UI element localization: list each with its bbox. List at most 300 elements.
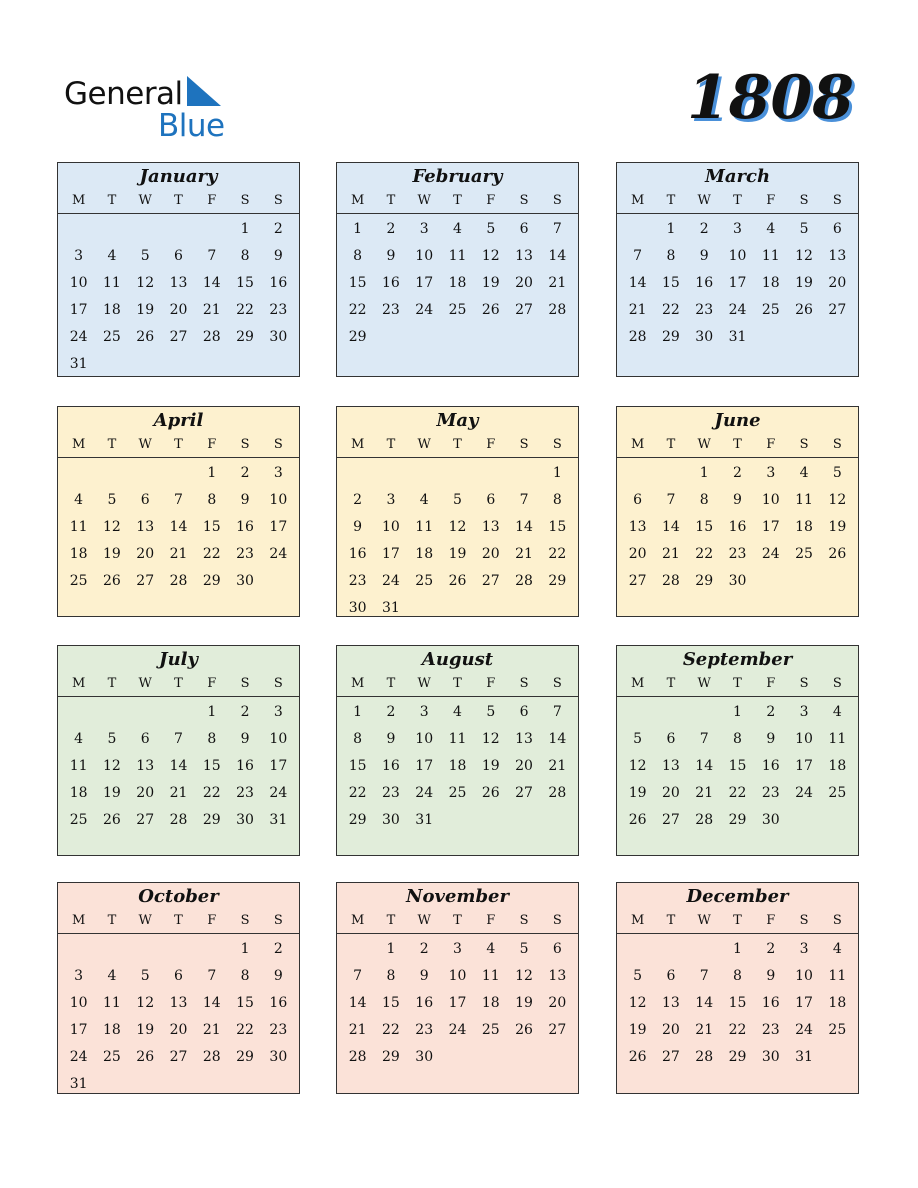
weekday-label: T [733,913,742,928]
day-cell: 14 [695,995,714,1011]
weekday-label: T [107,676,117,691]
day-cell: 29 [695,573,714,589]
day-cell: 25 [103,1049,121,1065]
day-cell: 19 [103,546,121,562]
day-cell: 21 [515,546,533,562]
day-cell: 26 [828,546,847,562]
weekday-label: F [207,193,217,208]
day-cell: 26 [103,812,121,828]
weekday-label: S [832,913,842,928]
day-blank [62,458,95,485]
day-cell: 20 [169,1022,188,1038]
day-cell: 14 [628,275,647,291]
day-cell: 1 [733,704,742,720]
day-cell: 24 [269,785,288,801]
day-cell: 13 [169,995,188,1011]
weekday-label: W [138,676,152,691]
day-cell: 9 [386,248,396,264]
day-cell: 30 [236,812,254,828]
day-cell: 6 [633,492,643,508]
month-title: December [617,883,858,909]
weekday-label: M [630,676,645,691]
weekday-label: M [630,437,645,452]
day-cell: 17 [415,275,434,291]
day-cell: 1 [699,465,709,481]
weekday-label: T [453,437,462,452]
day-cell: 7 [353,968,363,984]
day-cell: 28 [548,785,567,801]
day-cell: 11 [761,248,780,264]
day-cell: 22 [348,785,367,801]
day-cell: 17 [382,546,400,562]
day-cell: 20 [481,546,500,562]
weekday-label: W [138,193,152,208]
day-cell: 28 [695,1049,714,1065]
day-blank [129,697,162,724]
day-cell: 23 [761,785,780,801]
day-cell: 30 [761,812,780,828]
weekday-label: M [71,193,86,208]
day-cell: 28 [515,573,533,589]
weekday-label: S [273,913,283,928]
day-cell: 7 [207,968,217,984]
weekday-label: W [417,437,431,452]
day-cell: 30 [728,573,747,589]
weekday-label: F [207,437,217,452]
weekday-header-row [58,909,299,934]
month-title: January [58,163,299,189]
day-cell: 16 [382,275,400,291]
day-cell: 24 [69,329,88,345]
day-cell: 18 [69,546,88,562]
day-cell: 24 [448,1022,467,1038]
day-cell: 28 [169,812,188,828]
day-cell: 21 [662,546,680,562]
day-cell: 8 [733,731,742,747]
day-cell: 21 [169,546,188,562]
day-cell: 9 [419,968,429,984]
day-cell: 29 [236,1049,254,1065]
day-cell: 9 [386,731,396,747]
weekday-label: M [71,676,86,691]
day-cell: 12 [103,758,121,774]
day-cell: 22 [202,546,221,562]
day-cell: 14 [662,519,680,535]
weekday-label: W [417,913,431,928]
day-cell: 28 [628,329,647,345]
day-cell: 19 [828,519,847,535]
weekday-label: T [666,676,676,691]
weekday-label: F [486,913,496,928]
day-grid [337,458,578,620]
day-cell: 28 [202,329,221,345]
calendar-year: 1808 [687,63,854,133]
day-cell: 18 [795,519,813,535]
day-cell: 9 [273,968,283,984]
weekday-header-row [617,189,858,214]
weekday-header-row [617,672,858,697]
day-cell: 5 [453,492,462,508]
day-cell: 19 [481,275,500,291]
weekday-header-row [337,672,578,697]
day-cell: 15 [662,275,680,291]
day-blank [162,458,195,485]
day-cell: 12 [481,248,500,264]
day-cell: 29 [662,329,680,345]
day-cell: 20 [136,546,155,562]
day-blank [507,458,540,485]
day-grid [617,458,858,593]
day-cell: 5 [832,465,842,481]
day-cell: 23 [269,302,288,318]
day-cell: 15 [728,995,747,1011]
day-cell: 11 [69,758,88,774]
day-cell: 22 [662,302,680,318]
weekday-label: F [486,676,496,691]
day-cell: 28 [695,812,714,828]
day-grid [58,934,299,1096]
day-grid [58,458,299,593]
day-cell: 30 [269,1049,288,1065]
day-cell: 11 [481,968,500,984]
day-cell: 12 [136,995,155,1011]
day-cell: 31 [69,356,88,372]
day-cell: 26 [136,329,155,345]
day-cell: 23 [382,785,400,801]
day-cell: 19 [448,546,467,562]
day-cell: 6 [140,492,150,508]
day-cell: 20 [628,546,647,562]
day-cell: 24 [795,785,813,801]
day-cell: 12 [103,519,121,535]
day-cell: 22 [548,546,567,562]
day-cell: 19 [136,1022,155,1038]
month-title: October [58,883,299,909]
day-cell: 14 [169,758,188,774]
month-july [57,645,300,856]
weekday-label: T [666,913,676,928]
weekday-label: T [386,193,396,208]
day-cell: 11 [415,519,434,535]
weekday-label: W [697,676,711,691]
weekday-label: T [386,913,396,928]
day-cell: 16 [761,995,780,1011]
weekday-label: T [733,437,742,452]
day-cell: 24 [69,1049,88,1065]
weekday-label: W [697,913,711,928]
weekday-label: M [71,437,86,452]
month-title: September [617,646,858,672]
day-cell: 1 [353,221,363,237]
day-cell: 7 [519,492,529,508]
day-cell: 11 [103,995,121,1011]
weekday-label: S [799,193,809,208]
day-cell: 19 [136,302,155,318]
day-cell: 29 [202,812,221,828]
day-grid [337,214,578,349]
day-blank [654,458,687,485]
day-cell: 21 [348,1022,367,1038]
day-cell: 27 [548,1022,567,1038]
day-cell: 15 [236,995,254,1011]
weekday-label: T [107,913,117,928]
day-cell: 31 [728,329,747,345]
day-cell: 24 [415,785,434,801]
month-title: April [58,407,299,433]
weekday-label: T [174,193,183,208]
day-cell: 13 [662,995,680,1011]
day-cell: 26 [515,1022,533,1038]
weekday-header-row [617,433,858,458]
day-cell: 17 [795,758,813,774]
weekday-label: M [630,193,645,208]
day-cell: 4 [419,492,429,508]
day-cell: 20 [169,302,188,318]
day-cell: 23 [236,546,254,562]
weekday-label: M [350,676,365,691]
day-cell: 27 [515,302,533,318]
day-cell: 2 [240,704,250,720]
day-cell: 7 [174,731,183,747]
day-blank [129,214,162,241]
day-blank [474,458,507,485]
day-cell: 28 [662,573,680,589]
weekday-label: W [138,913,152,928]
day-cell: 4 [453,221,462,237]
day-grid [617,697,858,832]
day-cell: 27 [169,1049,188,1065]
day-blank [374,458,407,485]
month-title: July [58,646,299,672]
day-cell: 4 [453,704,462,720]
day-cell: 2 [733,465,742,481]
day-cell: 22 [382,1022,400,1038]
day-cell: 30 [382,812,400,828]
day-cell: 12 [515,968,533,984]
weekday-label: W [138,437,152,452]
day-cell: 24 [795,1022,813,1038]
logo-word-general: General [64,76,183,112]
day-cell: 11 [795,492,813,508]
day-cell: 24 [382,573,400,589]
day-cell: 6 [832,221,842,237]
day-cell: 15 [548,519,567,535]
weekday-label: S [832,437,842,452]
day-cell: 2 [273,221,283,237]
day-cell: 8 [240,248,250,264]
day-cell: 1 [353,704,363,720]
day-cell: 12 [795,248,813,264]
day-blank [95,458,128,485]
day-cell: 10 [795,731,813,747]
weekday-label: S [273,193,283,208]
day-cell: 5 [140,968,150,984]
day-cell: 3 [74,968,84,984]
day-cell: 29 [348,329,367,345]
day-cell: 18 [415,546,434,562]
weekday-label: T [733,193,742,208]
month-title: March [617,163,858,189]
day-cell: 10 [761,492,780,508]
day-cell: 18 [481,995,500,1011]
day-cell: 7 [666,492,676,508]
weekday-label: S [552,913,562,928]
day-cell: 28 [169,573,188,589]
weekday-label: T [666,437,676,452]
day-cell: 19 [481,758,500,774]
day-blank [688,934,721,961]
weekday-label: F [766,676,776,691]
weekday-label: M [350,437,365,452]
weekday-label: W [697,193,711,208]
weekday-label: T [174,437,183,452]
day-cell: 25 [69,573,88,589]
day-cell: 3 [273,465,283,481]
day-cell: 21 [548,758,567,774]
day-cell: 21 [695,1022,714,1038]
day-cell: 11 [448,731,467,747]
day-cell: 8 [666,248,676,264]
month-december [616,882,859,1094]
day-cell: 20 [828,275,847,291]
day-cell: 26 [628,1049,647,1065]
day-cell: 27 [169,329,188,345]
day-blank [408,458,441,485]
day-cell: 3 [799,704,809,720]
weekday-header-row [58,672,299,697]
day-cell: 19 [628,1022,647,1038]
day-grid [58,697,299,832]
day-cell: 9 [240,492,250,508]
day-cell: 9 [273,248,283,264]
day-cell: 5 [140,248,150,264]
day-cell: 16 [382,758,400,774]
day-cell: 2 [240,465,250,481]
day-cell: 18 [448,275,467,291]
weekday-header-row [337,189,578,214]
day-cell: 24 [761,546,780,562]
day-cell: 9 [733,492,742,508]
month-march [616,162,859,377]
weekday-label: S [832,676,842,691]
day-cell: 27 [481,573,500,589]
day-cell: 20 [662,1022,680,1038]
day-cell: 24 [415,302,434,318]
day-cell: 30 [761,1049,780,1065]
day-cell: 17 [795,995,813,1011]
day-cell: 14 [348,995,367,1011]
day-cell: 31 [69,1076,88,1092]
weekday-label: F [766,437,776,452]
day-cell: 2 [419,941,429,957]
day-cell: 15 [728,758,747,774]
day-cell: 9 [353,519,363,535]
day-cell: 8 [386,968,396,984]
day-cell: 18 [761,275,780,291]
day-cell: 28 [202,1049,221,1065]
day-cell: 15 [695,519,714,535]
day-cell: 19 [515,995,533,1011]
day-cell: 1 [207,704,217,720]
day-cell: 26 [448,573,467,589]
day-cell: 11 [103,275,121,291]
logo-word-blue: Blue [158,108,225,144]
day-cell: 29 [236,329,254,345]
day-cell: 14 [515,519,533,535]
weekday-label: F [207,676,217,691]
day-cell: 29 [382,1049,400,1065]
day-cell: 17 [448,995,467,1011]
day-cell: 6 [666,968,676,984]
day-cell: 5 [107,731,117,747]
day-cell: 3 [799,941,809,957]
day-cell: 27 [628,573,647,589]
day-blank [95,934,128,961]
month-september [616,645,859,856]
day-blank [654,697,687,724]
day-cell: 16 [269,275,288,291]
weekday-label: F [486,437,496,452]
day-cell: 5 [519,941,529,957]
day-blank [195,214,228,241]
weekday-label: S [519,913,529,928]
day-cell: 19 [628,785,647,801]
weekday-label: W [417,193,431,208]
day-cell: 1 [240,941,250,957]
day-cell: 24 [728,302,747,318]
day-cell: 4 [832,704,842,720]
logo-triangle-icon [187,76,223,108]
day-cell: 20 [136,785,155,801]
day-cell: 6 [174,968,183,984]
day-blank [621,697,654,724]
day-cell: 14 [202,995,221,1011]
month-title: June [617,407,858,433]
day-cell: 12 [628,758,647,774]
day-cell: 1 [240,221,250,237]
day-cell: 21 [169,785,188,801]
day-cell: 3 [273,704,283,720]
day-cell: 8 [699,492,709,508]
day-cell: 10 [448,968,467,984]
month-august [336,645,579,856]
weekday-label: T [174,913,183,928]
day-cell: 22 [236,1022,254,1038]
day-cell: 17 [269,519,288,535]
day-blank [162,697,195,724]
day-cell: 7 [207,248,217,264]
weekday-header-row [337,433,578,458]
day-cell: 30 [348,600,367,616]
day-blank [129,934,162,961]
weekday-label: T [386,437,396,452]
day-cell: 29 [728,1049,747,1065]
weekday-label: S [240,676,250,691]
day-cell: 6 [486,492,496,508]
day-cell: 29 [348,812,367,828]
day-cell: 3 [386,492,396,508]
month-february [336,162,579,377]
month-october [57,882,300,1094]
day-cell: 2 [353,492,363,508]
day-cell: 19 [795,275,813,291]
day-blank [95,214,128,241]
day-cell: 27 [662,1049,680,1065]
day-blank [62,697,95,724]
weekday-label: F [766,913,776,928]
weekday-label: T [107,437,117,452]
weekday-label: S [240,193,250,208]
